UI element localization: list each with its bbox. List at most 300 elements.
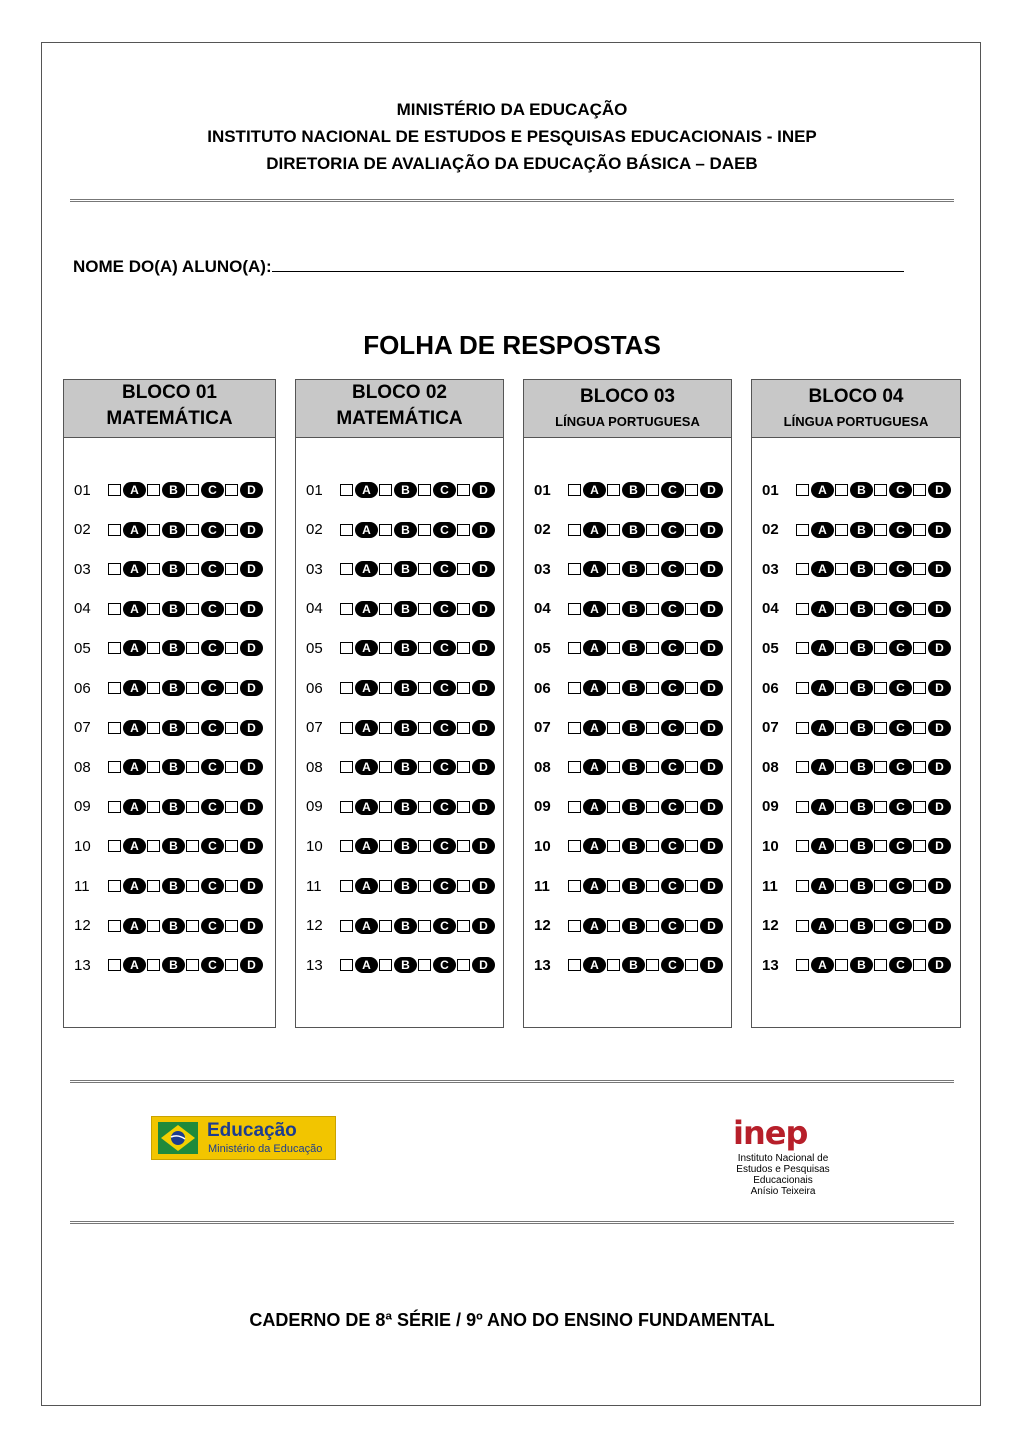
answer-option-a[interactable]: [108, 758, 147, 776]
answer-option-d[interactable]: [225, 639, 264, 657]
answer-checkbox[interactable]: [186, 880, 199, 892]
answer-checkbox[interactable]: [379, 524, 392, 536]
answer-option-a[interactable]: [568, 639, 607, 657]
answer-checkbox[interactable]: [225, 761, 238, 773]
answer-option-c[interactable]: [646, 560, 685, 578]
answer-option-d[interactable]: [225, 560, 264, 578]
answer-option-c[interactable]: [874, 600, 913, 618]
answer-option-c[interactable]: [186, 481, 225, 499]
answer-checkbox[interactable]: [874, 920, 887, 932]
answer-option-d[interactable]: [913, 877, 952, 895]
answer-option-c[interactable]: [186, 877, 225, 895]
answer-option-c[interactable]: [874, 837, 913, 855]
answer-option-b[interactable]: [607, 798, 646, 816]
answer-option-d[interactable]: [685, 600, 724, 618]
answer-checkbox[interactable]: [186, 959, 199, 971]
answer-checkbox[interactable]: [796, 801, 809, 813]
answer-option-b[interactable]: [835, 956, 874, 974]
answer-option-b[interactable]: [835, 679, 874, 697]
answer-option-a[interactable]: [568, 521, 607, 539]
answer-option-a[interactable]: [796, 560, 835, 578]
answer-option-b[interactable]: [147, 917, 186, 935]
answer-option-a[interactable]: [108, 521, 147, 539]
answer-option-c[interactable]: [646, 600, 685, 618]
answer-checkbox[interactable]: [913, 920, 926, 932]
answer-checkbox[interactable]: [108, 880, 121, 892]
answer-checkbox[interactable]: [225, 840, 238, 852]
answer-option-a[interactable]: [108, 719, 147, 737]
answer-option-b[interactable]: [147, 639, 186, 657]
answer-checkbox[interactable]: [457, 722, 470, 734]
answer-checkbox[interactable]: [685, 682, 698, 694]
answer-option-a[interactable]: [108, 560, 147, 578]
answer-checkbox[interactable]: [108, 840, 121, 852]
answer-checkbox[interactable]: [147, 801, 160, 813]
answer-checkbox[interactable]: [874, 722, 887, 734]
answer-checkbox[interactable]: [796, 722, 809, 734]
answer-checkbox[interactable]: [379, 642, 392, 654]
answer-checkbox[interactable]: [457, 484, 470, 496]
answer-checkbox[interactable]: [835, 563, 848, 575]
answer-checkbox[interactable]: [607, 722, 620, 734]
answer-option-d[interactable]: [685, 719, 724, 737]
answer-checkbox[interactable]: [646, 722, 659, 734]
answer-option-c[interactable]: [186, 560, 225, 578]
answer-option-d[interactable]: [457, 600, 496, 618]
answer-option-d[interactable]: [685, 877, 724, 895]
answer-checkbox[interactable]: [108, 801, 121, 813]
answer-checkbox[interactable]: [186, 642, 199, 654]
answer-option-d[interactable]: [913, 600, 952, 618]
answer-checkbox[interactable]: [835, 840, 848, 852]
answer-checkbox[interactable]: [225, 682, 238, 694]
answer-checkbox[interactable]: [685, 801, 698, 813]
answer-option-d[interactable]: [913, 798, 952, 816]
answer-checkbox[interactable]: [225, 484, 238, 496]
answer-checkbox[interactable]: [568, 801, 581, 813]
answer-checkbox[interactable]: [835, 761, 848, 773]
answer-checkbox[interactable]: [607, 682, 620, 694]
answer-option-d[interactable]: [457, 877, 496, 895]
answer-checkbox[interactable]: [147, 959, 160, 971]
answer-checkbox[interactable]: [457, 603, 470, 615]
answer-option-d[interactable]: [913, 837, 952, 855]
answer-checkbox[interactable]: [685, 840, 698, 852]
answer-checkbox[interactable]: [418, 642, 431, 654]
answer-option-a[interactable]: [796, 798, 835, 816]
answer-checkbox[interactable]: [835, 722, 848, 734]
answer-option-c[interactable]: [646, 877, 685, 895]
answer-checkbox[interactable]: [457, 524, 470, 536]
answer-checkbox[interactable]: [225, 563, 238, 575]
answer-option-b[interactable]: [607, 481, 646, 499]
answer-option-a[interactable]: [796, 719, 835, 737]
answer-option-a[interactable]: [108, 837, 147, 855]
answer-option-c[interactable]: [186, 798, 225, 816]
answer-checkbox[interactable]: [418, 563, 431, 575]
answer-checkbox[interactable]: [913, 484, 926, 496]
answer-option-c[interactable]: [874, 639, 913, 657]
answer-option-c[interactable]: [186, 521, 225, 539]
answer-checkbox[interactable]: [607, 603, 620, 615]
answer-option-b[interactable]: [379, 600, 418, 618]
answer-checkbox[interactable]: [225, 959, 238, 971]
answer-checkbox[interactable]: [108, 642, 121, 654]
answer-option-b[interactable]: [835, 877, 874, 895]
answer-checkbox[interactable]: [835, 880, 848, 892]
answer-checkbox[interactable]: [607, 524, 620, 536]
answer-option-b[interactable]: [835, 798, 874, 816]
answer-checkbox[interactable]: [646, 840, 659, 852]
answer-checkbox[interactable]: [835, 642, 848, 654]
answer-option-c[interactable]: [186, 758, 225, 776]
answer-option-a[interactable]: [568, 956, 607, 974]
answer-checkbox[interactable]: [379, 880, 392, 892]
answer-option-c[interactable]: [418, 956, 457, 974]
answer-option-b[interactable]: [379, 560, 418, 578]
answer-option-a[interactable]: [340, 758, 379, 776]
answer-checkbox[interactable]: [913, 761, 926, 773]
answer-checkbox[interactable]: [835, 801, 848, 813]
answer-checkbox[interactable]: [607, 959, 620, 971]
answer-option-c[interactable]: [874, 877, 913, 895]
answer-option-d[interactable]: [457, 837, 496, 855]
answer-option-b[interactable]: [147, 600, 186, 618]
answer-option-c[interactable]: [418, 758, 457, 776]
answer-checkbox[interactable]: [835, 682, 848, 694]
answer-option-a[interactable]: [340, 798, 379, 816]
answer-option-b[interactable]: [147, 481, 186, 499]
answer-checkbox[interactable]: [108, 920, 121, 932]
answer-checkbox[interactable]: [340, 524, 353, 536]
answer-checkbox[interactable]: [874, 682, 887, 694]
answer-checkbox[interactable]: [418, 761, 431, 773]
answer-option-d[interactable]: [225, 877, 264, 895]
answer-option-b[interactable]: [147, 521, 186, 539]
answer-option-c[interactable]: [874, 481, 913, 499]
answer-option-b[interactable]: [379, 956, 418, 974]
answer-option-d[interactable]: [225, 837, 264, 855]
answer-option-b[interactable]: [607, 679, 646, 697]
answer-option-b[interactable]: [147, 956, 186, 974]
answer-option-c[interactable]: [186, 679, 225, 697]
answer-checkbox[interactable]: [913, 959, 926, 971]
answer-checkbox[interactable]: [186, 840, 199, 852]
answer-checkbox[interactable]: [568, 840, 581, 852]
answer-option-c[interactable]: [186, 639, 225, 657]
answer-option-a[interactable]: [340, 956, 379, 974]
answer-option-c[interactable]: [646, 521, 685, 539]
answer-checkbox[interactable]: [568, 642, 581, 654]
answer-checkbox[interactable]: [874, 484, 887, 496]
answer-option-d[interactable]: [685, 560, 724, 578]
answer-option-a[interactable]: [796, 956, 835, 974]
answer-checkbox[interactable]: [379, 920, 392, 932]
answer-checkbox[interactable]: [835, 920, 848, 932]
answer-option-a[interactable]: [108, 679, 147, 697]
answer-checkbox[interactable]: [796, 484, 809, 496]
answer-checkbox[interactable]: [418, 959, 431, 971]
answer-option-a[interactable]: [796, 758, 835, 776]
answer-option-d[interactable]: [225, 917, 264, 935]
answer-option-c[interactable]: [874, 917, 913, 935]
answer-checkbox[interactable]: [646, 761, 659, 773]
answer-checkbox[interactable]: [646, 603, 659, 615]
answer-option-d[interactable]: [225, 679, 264, 697]
answer-checkbox[interactable]: [186, 722, 199, 734]
answer-checkbox[interactable]: [340, 682, 353, 694]
answer-option-b[interactable]: [147, 877, 186, 895]
answer-checkbox[interactable]: [340, 722, 353, 734]
answer-option-b[interactable]: [379, 481, 418, 499]
answer-option-c[interactable]: [186, 600, 225, 618]
answer-checkbox[interactable]: [646, 642, 659, 654]
answer-checkbox[interactable]: [457, 682, 470, 694]
answer-option-b[interactable]: [147, 758, 186, 776]
answer-option-a[interactable]: [568, 917, 607, 935]
answer-option-c[interactable]: [418, 600, 457, 618]
answer-option-d[interactable]: [685, 837, 724, 855]
answer-option-b[interactable]: [379, 917, 418, 935]
answer-option-d[interactable]: [913, 719, 952, 737]
answer-option-b[interactable]: [607, 521, 646, 539]
answer-checkbox[interactable]: [340, 880, 353, 892]
answer-checkbox[interactable]: [607, 920, 620, 932]
answer-option-c[interactable]: [186, 956, 225, 974]
answer-option-d[interactable]: [457, 956, 496, 974]
answer-checkbox[interactable]: [796, 642, 809, 654]
answer-checkbox[interactable]: [418, 524, 431, 536]
answer-option-b[interactable]: [607, 600, 646, 618]
answer-checkbox[interactable]: [379, 603, 392, 615]
answer-option-b[interactable]: [607, 758, 646, 776]
answer-option-a[interactable]: [796, 600, 835, 618]
answer-option-a[interactable]: [108, 639, 147, 657]
answer-option-d[interactable]: [913, 758, 952, 776]
answer-checkbox[interactable]: [913, 682, 926, 694]
answer-checkbox[interactable]: [147, 563, 160, 575]
answer-checkbox[interactable]: [186, 761, 199, 773]
answer-option-c[interactable]: [646, 719, 685, 737]
answer-checkbox[interactable]: [457, 642, 470, 654]
answer-checkbox[interactable]: [796, 603, 809, 615]
answer-checkbox[interactable]: [457, 761, 470, 773]
answer-checkbox[interactable]: [685, 563, 698, 575]
answer-checkbox[interactable]: [225, 880, 238, 892]
answer-option-b[interactable]: [607, 639, 646, 657]
answer-option-d[interactable]: [913, 679, 952, 697]
answer-option-c[interactable]: [874, 521, 913, 539]
answer-checkbox[interactable]: [379, 682, 392, 694]
answer-option-a[interactable]: [108, 877, 147, 895]
answer-checkbox[interactable]: [568, 722, 581, 734]
answer-checkbox[interactable]: [913, 642, 926, 654]
answer-option-d[interactable]: [685, 481, 724, 499]
answer-option-a[interactable]: [340, 600, 379, 618]
answer-checkbox[interactable]: [340, 563, 353, 575]
answer-option-c[interactable]: [646, 798, 685, 816]
answer-option-d[interactable]: [457, 639, 496, 657]
answer-checkbox[interactable]: [874, 524, 887, 536]
answer-option-d[interactable]: [225, 600, 264, 618]
answer-checkbox[interactable]: [225, 920, 238, 932]
answer-option-c[interactable]: [874, 798, 913, 816]
answer-option-a[interactable]: [568, 719, 607, 737]
answer-checkbox[interactable]: [568, 761, 581, 773]
answer-checkbox[interactable]: [796, 880, 809, 892]
answer-option-c[interactable]: [646, 639, 685, 657]
answer-checkbox[interactable]: [607, 880, 620, 892]
answer-option-d[interactable]: [457, 917, 496, 935]
answer-option-a[interactable]: [796, 917, 835, 935]
answer-checkbox[interactable]: [186, 484, 199, 496]
answer-option-d[interactable]: [685, 521, 724, 539]
answer-option-a[interactable]: [796, 481, 835, 499]
answer-checkbox[interactable]: [418, 722, 431, 734]
answer-checkbox[interactable]: [646, 880, 659, 892]
answer-option-a[interactable]: [340, 917, 379, 935]
answer-option-b[interactable]: [835, 758, 874, 776]
answer-option-b[interactable]: [379, 877, 418, 895]
answer-checkbox[interactable]: [685, 761, 698, 773]
answer-option-a[interactable]: [108, 798, 147, 816]
answer-checkbox[interactable]: [147, 524, 160, 536]
answer-option-d[interactable]: [225, 481, 264, 499]
answer-checkbox[interactable]: [796, 959, 809, 971]
answer-checkbox[interactable]: [457, 840, 470, 852]
answer-checkbox[interactable]: [607, 840, 620, 852]
answer-checkbox[interactable]: [913, 722, 926, 734]
answer-option-a[interactable]: [340, 837, 379, 855]
answer-checkbox[interactable]: [379, 801, 392, 813]
answer-option-b[interactable]: [835, 639, 874, 657]
answer-option-a[interactable]: [796, 521, 835, 539]
answer-option-d[interactable]: [225, 758, 264, 776]
answer-checkbox[interactable]: [108, 484, 121, 496]
answer-checkbox[interactable]: [147, 761, 160, 773]
answer-option-c[interactable]: [418, 560, 457, 578]
answer-checkbox[interactable]: [835, 603, 848, 615]
answer-option-d[interactable]: [685, 956, 724, 974]
answer-option-a[interactable]: [796, 639, 835, 657]
answer-checkbox[interactable]: [913, 880, 926, 892]
answer-checkbox[interactable]: [913, 801, 926, 813]
answer-checkbox[interactable]: [835, 524, 848, 536]
answer-checkbox[interactable]: [568, 682, 581, 694]
answer-checkbox[interactable]: [147, 722, 160, 734]
answer-checkbox[interactable]: [186, 603, 199, 615]
answer-option-b[interactable]: [379, 798, 418, 816]
answer-checkbox[interactable]: [340, 801, 353, 813]
answer-checkbox[interactable]: [225, 524, 238, 536]
answer-option-d[interactable]: [457, 560, 496, 578]
answer-option-d[interactable]: [685, 917, 724, 935]
answer-option-a[interactable]: [108, 917, 147, 935]
answer-checkbox[interactable]: [108, 524, 121, 536]
answer-option-b[interactable]: [835, 560, 874, 578]
answer-checkbox[interactable]: [457, 563, 470, 575]
answer-option-d[interactable]: [685, 679, 724, 697]
answer-checkbox[interactable]: [186, 524, 199, 536]
answer-checkbox[interactable]: [874, 563, 887, 575]
answer-checkbox[interactable]: [874, 840, 887, 852]
answer-checkbox[interactable]: [108, 761, 121, 773]
answer-checkbox[interactable]: [225, 801, 238, 813]
answer-option-c[interactable]: [874, 719, 913, 737]
answer-checkbox[interactable]: [685, 880, 698, 892]
answer-option-c[interactable]: [646, 956, 685, 974]
answer-checkbox[interactable]: [568, 880, 581, 892]
answer-option-b[interactable]: [147, 798, 186, 816]
answer-checkbox[interactable]: [913, 603, 926, 615]
answer-checkbox[interactable]: [796, 524, 809, 536]
answer-checkbox[interactable]: [379, 959, 392, 971]
answer-option-c[interactable]: [646, 679, 685, 697]
answer-checkbox[interactable]: [418, 840, 431, 852]
answer-option-a[interactable]: [340, 877, 379, 895]
answer-option-c[interactable]: [646, 837, 685, 855]
answer-option-d[interactable]: [913, 521, 952, 539]
answer-checkbox[interactable]: [147, 603, 160, 615]
answer-option-c[interactable]: [646, 481, 685, 499]
answer-option-a[interactable]: [340, 521, 379, 539]
answer-option-c[interactable]: [646, 917, 685, 935]
answer-option-a[interactable]: [340, 481, 379, 499]
answer-option-c[interactable]: [186, 719, 225, 737]
answer-checkbox[interactable]: [685, 959, 698, 971]
answer-checkbox[interactable]: [874, 761, 887, 773]
answer-option-b[interactable]: [607, 917, 646, 935]
answer-checkbox[interactable]: [646, 920, 659, 932]
answer-option-a[interactable]: [568, 560, 607, 578]
answer-checkbox[interactable]: [796, 682, 809, 694]
answer-checkbox[interactable]: [646, 682, 659, 694]
answer-option-c[interactable]: [418, 521, 457, 539]
answer-option-a[interactable]: [796, 679, 835, 697]
answer-option-c[interactable]: [418, 917, 457, 935]
answer-option-c[interactable]: [186, 837, 225, 855]
answer-checkbox[interactable]: [874, 880, 887, 892]
answer-checkbox[interactable]: [340, 642, 353, 654]
answer-option-d[interactable]: [913, 917, 952, 935]
answer-option-b[interactable]: [607, 956, 646, 974]
answer-checkbox[interactable]: [186, 920, 199, 932]
answer-option-b[interactable]: [379, 639, 418, 657]
answer-checkbox[interactable]: [685, 603, 698, 615]
answer-option-b[interactable]: [835, 600, 874, 618]
answer-checkbox[interactable]: [147, 484, 160, 496]
answer-option-c[interactable]: [418, 639, 457, 657]
answer-option-d[interactable]: [225, 956, 264, 974]
answer-option-d[interactable]: [457, 679, 496, 697]
answer-checkbox[interactable]: [835, 959, 848, 971]
answer-option-c[interactable]: [418, 798, 457, 816]
answer-option-a[interactable]: [340, 679, 379, 697]
answer-option-c[interactable]: [418, 679, 457, 697]
answer-option-d[interactable]: [225, 521, 264, 539]
answer-option-b[interactable]: [835, 521, 874, 539]
answer-option-b[interactable]: [379, 758, 418, 776]
answer-option-d[interactable]: [685, 758, 724, 776]
answer-option-d[interactable]: [913, 639, 952, 657]
answer-option-d[interactable]: [457, 719, 496, 737]
answer-option-d[interactable]: [225, 798, 264, 816]
answer-option-d[interactable]: [457, 758, 496, 776]
answer-option-c[interactable]: [874, 679, 913, 697]
answer-option-b[interactable]: [607, 719, 646, 737]
answer-checkbox[interactable]: [147, 682, 160, 694]
answer-checkbox[interactable]: [568, 563, 581, 575]
